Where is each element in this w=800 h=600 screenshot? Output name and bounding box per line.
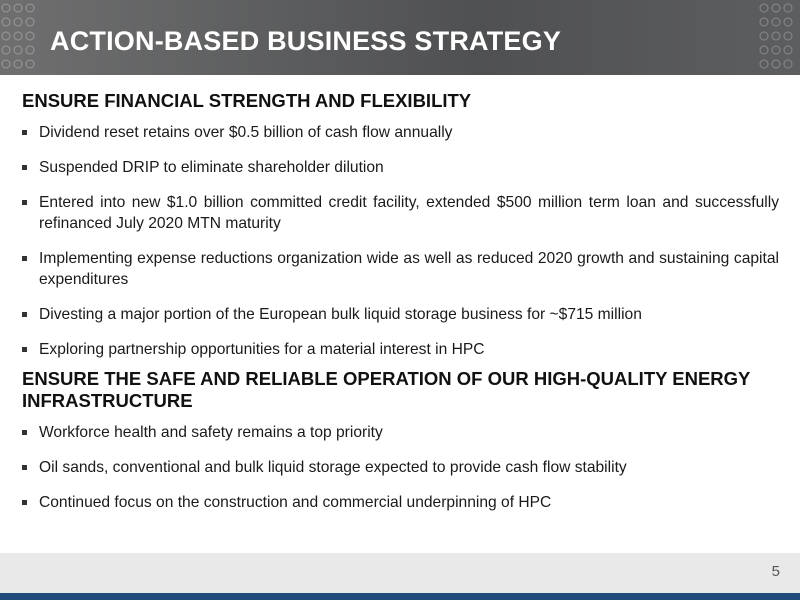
list-item bbox=[22, 248, 779, 290]
list-item bbox=[22, 157, 779, 178]
page-number: 5 bbox=[771, 563, 780, 580]
bullet-marker bbox=[22, 165, 27, 170]
list-item bbox=[22, 422, 779, 443]
bullet-text: Implementing expense reductions organization wide as well as reduced 2020 growth and sustaining capital expenditures bbox=[39, 250, 779, 288]
list-item bbox=[22, 122, 779, 143]
bullet-marker bbox=[22, 465, 27, 470]
list-item bbox=[22, 304, 779, 325]
bullet-text: Workforce health and safety remains a top priority bbox=[39, 424, 383, 441]
bullet-marker bbox=[22, 347, 27, 352]
bullet-marker bbox=[22, 130, 27, 135]
bullet-list-operations bbox=[22, 422, 779, 513]
slide-footer bbox=[0, 553, 800, 593]
bullet-marker bbox=[22, 256, 27, 261]
list-item bbox=[22, 192, 779, 234]
slide-content bbox=[22, 90, 779, 527]
bottom-accent-bar bbox=[0, 593, 800, 600]
list-item bbox=[22, 457, 779, 478]
bullet-text: Dividend reset retains over $0.5 billion of cash flow annually bbox=[39, 124, 453, 141]
bullet-text: Entered into new $1.0 billion committed credit facility, extended $500 million term loan and successfully refinanced July 2020 MTN maturity bbox=[39, 194, 779, 232]
bullet-marker bbox=[22, 430, 27, 435]
bullet-marker bbox=[22, 200, 27, 205]
list-item bbox=[22, 339, 779, 360]
section-heading-operations: ENSURE THE SAFE AND RELIABLE OPERATION OF OUR HIGH-QUALITY ENERGY INFRASTRUCTURE bbox=[22, 368, 751, 411]
bullet-list-financial bbox=[22, 122, 779, 360]
bullet-text: Suspended DRIP to eliminate shareholder dilution bbox=[39, 159, 384, 176]
section-heading-financial: ENSURE FINANCIAL STRENGTH AND FLEXIBILITY bbox=[22, 90, 472, 111]
bullet-text: Divesting a major portion of the European bulk liquid storage business for ~$715 million bbox=[39, 306, 642, 323]
bullet-text: Oil sands, conventional and bulk liquid storage expected to provide cash flow stability bbox=[39, 459, 627, 476]
bullet-marker bbox=[22, 500, 27, 505]
bullet-marker bbox=[22, 312, 27, 317]
slide-title: ACTION-BASED BUSINESS STRATEGY bbox=[50, 26, 562, 56]
bullet-text: Exploring partnership opportunities for a material interest in HPC bbox=[39, 341, 485, 358]
slide-header bbox=[0, 0, 800, 75]
dot-pattern-decoration bbox=[730, 0, 800, 75]
list-item bbox=[22, 492, 779, 513]
bullet-text: Continued focus on the construction and commercial underpinning of HPC bbox=[39, 494, 552, 511]
